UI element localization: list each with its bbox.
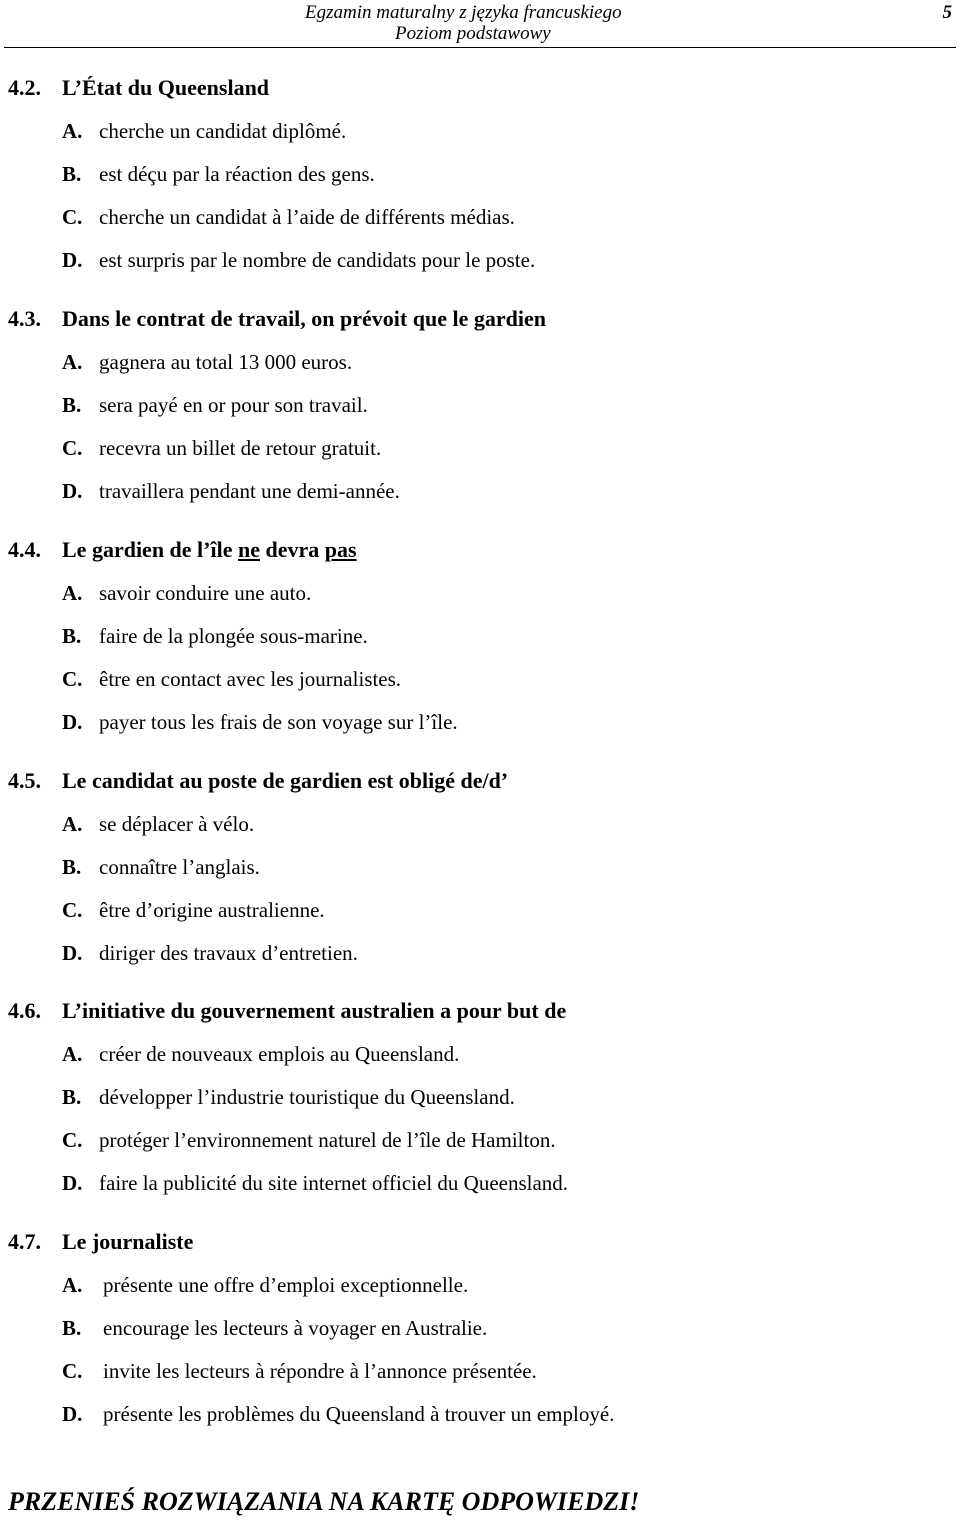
option-letter: D. [62, 479, 83, 503]
question-number: 4.6. [8, 998, 41, 1023]
question-stem [8, 75, 948, 101]
question-stem [8, 537, 948, 563]
question-4-6 [8, 998, 948, 1196]
answer-option-c[interactable] [8, 1127, 948, 1153]
option-text: encourage les lecteurs à voyager en Australie. [103, 1316, 488, 1340]
underlined-negation-pas: pas [324, 537, 357, 562]
answer-option-a[interactable] [8, 1041, 948, 1067]
question-number: 4.5. [8, 768, 41, 793]
option-text: est surpris par le nombre de candidats pour le poste. [99, 248, 536, 272]
option-letter: C. [62, 667, 83, 691]
option-text: se déplacer à vélo. [99, 812, 255, 836]
answer-option-a[interactable] [8, 1272, 948, 1298]
question-4-4 [8, 537, 948, 735]
page-header [0, 0, 960, 48]
question-4-3 [8, 306, 948, 504]
question-text: L’État du Queensland [62, 75, 270, 100]
option-letter: A. [62, 812, 83, 836]
option-letter: D. [62, 248, 83, 272]
answer-option-b[interactable] [8, 161, 948, 187]
option-text: faire la publicité du site internet officiel du Queensland. [99, 1171, 569, 1195]
answer-option-a[interactable] [8, 118, 948, 144]
answer-option-a[interactable] [8, 811, 948, 837]
option-text: être d’origine australienne. [99, 898, 325, 922]
question-text-part: Le gardien de l’île [62, 537, 238, 562]
option-letter: C. [62, 1128, 83, 1152]
answer-option-b[interactable] [8, 854, 948, 880]
header-divider [4, 47, 956, 48]
option-letter: B. [62, 393, 82, 417]
exam-level: Poziom podstawowy [395, 23, 551, 44]
option-letter: A. [62, 1042, 83, 1066]
option-text: être en contact avec les journalistes. [99, 667, 402, 691]
option-text: invite les lecteurs à répondre à l’annonce présentée. [103, 1359, 537, 1383]
option-letter: C. [62, 205, 83, 229]
answer-option-c[interactable] [8, 204, 948, 230]
answer-option-d[interactable] [8, 1170, 948, 1196]
exam-title: Egzamin maturalny z języka francuskiego [305, 2, 622, 23]
answer-option-c[interactable] [8, 435, 948, 461]
option-letter: B. [62, 624, 82, 648]
answer-option-a[interactable] [8, 349, 948, 375]
question-stem [8, 1229, 948, 1255]
answer-option-b[interactable] [8, 392, 948, 418]
answer-option-d[interactable] [8, 940, 948, 966]
question-number: 4.7. [8, 1229, 41, 1254]
underlined-negation-ne: ne [237, 537, 260, 562]
option-letter: C. [62, 1359, 83, 1383]
option-text: cherche un candidat à l’aide de différents médias. [99, 205, 515, 229]
option-text: développer l’industrie touristique du Queensland. [99, 1085, 515, 1109]
answer-option-d[interactable] [8, 247, 948, 273]
answer-sheet-instruction: PRZENIEŚ ROZWIĄZANIA NA KARTĘ ODPOWIEDZI! [8, 1487, 640, 1516]
option-text: est déçu par la réaction des gens. [99, 162, 375, 186]
answer-option-a[interactable] [8, 580, 948, 606]
answer-option-c[interactable] [8, 666, 948, 692]
question-text: Le candidat au poste de gardien est obligé de/d’ [62, 768, 509, 793]
option-letter: A. [62, 581, 83, 605]
answer-option-d[interactable] [8, 1401, 948, 1427]
option-letter: C. [62, 436, 83, 460]
option-text: payer tous les frais de son voyage sur l’île. [99, 710, 458, 734]
question-4-2 [8, 75, 948, 273]
option-text: protéger l’environnement naturel de l’île de Hamilton. [99, 1128, 556, 1152]
option-text: présente les problèmes du Queensland à trouver un employé. [103, 1402, 615, 1426]
question-number: 4.2. [8, 75, 41, 100]
question-4-5 [8, 768, 948, 966]
option-text: présente une offre d’emploi exceptionnelle. [103, 1273, 469, 1297]
option-letter: B. [62, 162, 82, 186]
question-text-part: devra [259, 537, 325, 562]
option-text: diriger des travaux d’entretien. [99, 941, 358, 965]
question-text: L’initiative du gouvernement australien a pour but de [62, 998, 567, 1023]
question-4-7 [8, 1229, 948, 1427]
option-text: sera payé en or pour son travail. [99, 393, 368, 417]
option-text: connaître l’anglais. [99, 855, 260, 879]
option-text: travaillera pendant une demi-année. [99, 479, 400, 503]
option-letter: A. [62, 350, 83, 374]
option-letter: B. [62, 855, 82, 879]
option-letter: D. [62, 941, 83, 965]
page-number: 5 [942, 2, 952, 23]
option-letter: D. [62, 1171, 83, 1195]
answer-option-d[interactable] [8, 478, 948, 504]
question-stem [8, 306, 948, 332]
option-letter: B. [62, 1316, 82, 1340]
question-stem [8, 998, 948, 1024]
answer-option-b[interactable] [8, 1315, 948, 1341]
question-stem [8, 768, 948, 794]
question-number: 4.3. [8, 306, 41, 331]
option-letter: A. [62, 119, 83, 143]
answer-option-b[interactable] [8, 623, 948, 649]
option-text: savoir conduire une auto. [99, 581, 312, 605]
answer-option-b[interactable] [8, 1084, 948, 1110]
option-text: gagnera au total 13 000 euros. [99, 350, 353, 374]
answer-option-c[interactable] [8, 897, 948, 923]
option-letter: A. [62, 1273, 83, 1297]
option-text: recevra un billet de retour gratuit. [99, 436, 382, 460]
question-number: 4.4. [8, 537, 41, 562]
question-text: Le journaliste [62, 1229, 194, 1254]
option-text: créer de nouveaux emplois au Queensland. [99, 1042, 460, 1066]
option-letter: D. [62, 1402, 83, 1426]
question-text: Dans le contrat de travail, on prévoit que le gardien [62, 306, 546, 331]
option-text: faire de la plongée sous-marine. [99, 624, 368, 648]
answer-option-d[interactable] [8, 709, 948, 735]
option-letter: C. [62, 898, 83, 922]
option-letter: B. [62, 1085, 82, 1109]
answer-option-c[interactable] [8, 1358, 948, 1384]
option-letter: D. [62, 710, 83, 734]
option-text: cherche un candidat diplômé. [99, 119, 347, 143]
